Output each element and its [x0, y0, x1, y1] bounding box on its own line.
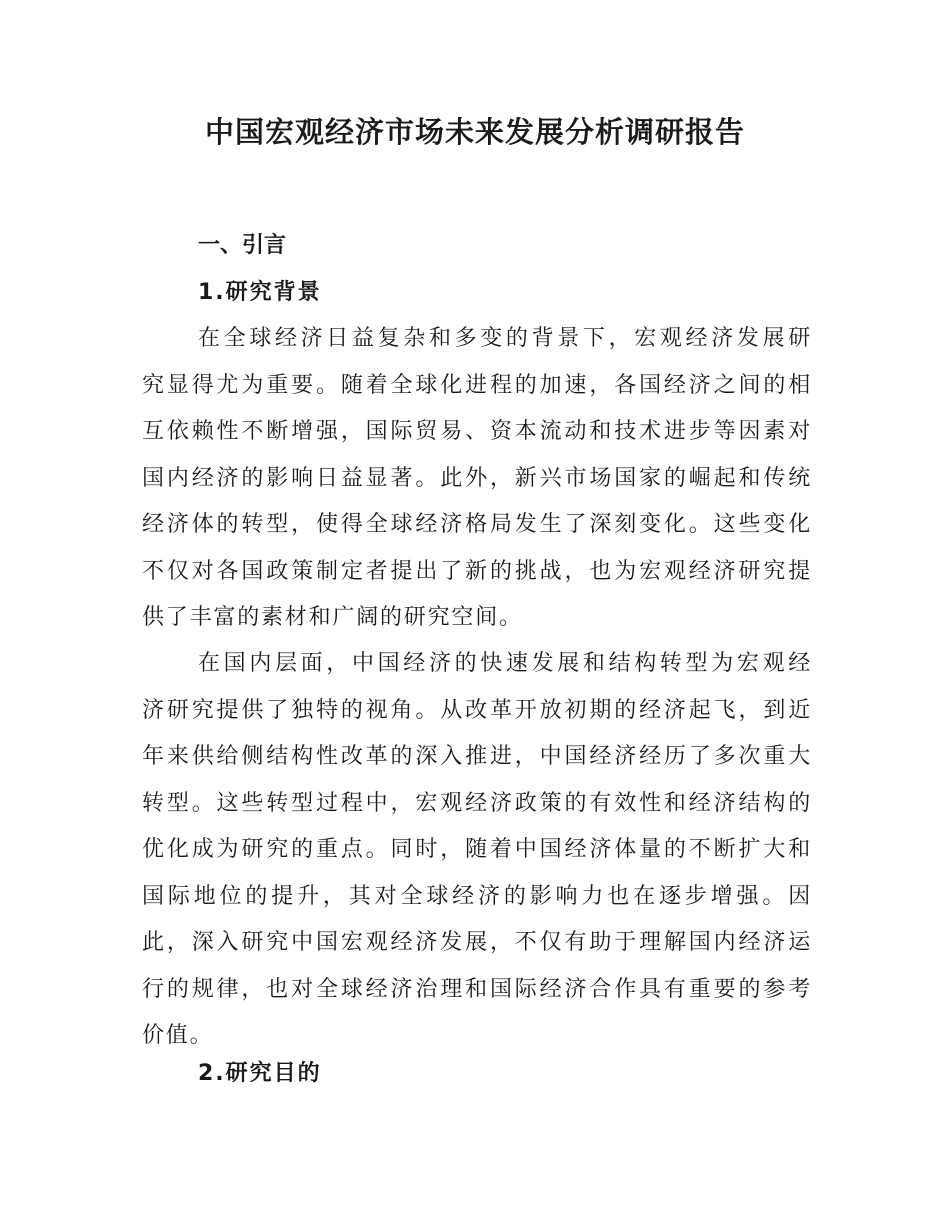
- section-heading-introduction: 一、引言: [198, 233, 287, 258]
- paragraph-line: 年来供给侧结构性改革的深入推进，中国经济经历了多次重大: [142, 744, 812, 769]
- paragraph-line: 不仅对各国政策制定者提出了新的挑战，也为宏观经济研究提: [142, 558, 812, 584]
- paragraph-line: 此，深入研究中国宏观经济发展，不仅有助于理解国内经济运: [142, 930, 812, 955]
- paragraph-line: 经济体的转型，使得全球经济格局发生了深刻变化。这些变化: [142, 512, 812, 537]
- paragraph-research-background-1: [142, 316, 812, 642]
- document-title: 中国宏观经济市场未来发展分析调研报告: [204, 115, 745, 149]
- paragraph-line: 在国内层面，中国经济的快速发展和结构转型为宏观经: [198, 651, 812, 676]
- paragraph-line: 价值。: [142, 1023, 214, 1048]
- paragraph-line: 究显得尤为重要。随着全球化进程的加速，各国经济之间的相: [142, 372, 812, 398]
- paragraph-line: 转型。这些转型过程中，宏观经济政策的有效性和经济结构的: [142, 790, 812, 816]
- paragraph-line: 优化成为研究的重点。同时，随着中国经济体量的不断扩大和: [142, 837, 812, 862]
- paragraph-line: 互依赖性不断增强，国际贸易、资本流动和技术进步等因素对: [142, 419, 812, 444]
- paragraph-line: 国际地位的提升，其对全球经济的影响力也在逐步增强。因: [142, 883, 812, 909]
- paragraph-line: 济研究提供了独特的视角。从改革开放初期的经济起飞，到近: [142, 697, 812, 723]
- paragraph-line: 行的规律，也对全球经济治理和国际经济合作具有重要的参考: [142, 976, 812, 1002]
- paragraph-line: 供了丰富的素材和广阔的研究空间。: [142, 605, 523, 630]
- subsection-heading-research-background: 1.研究背景: [198, 280, 322, 305]
- paragraph-line: 国内经济的影响日益显著。此外，新兴市场国家的崛起和传统: [142, 465, 812, 491]
- paragraph-research-background-2: [142, 641, 812, 1060]
- subsection-heading-research-purpose: 2.研究目的: [198, 1061, 322, 1086]
- paragraph-line: 在全球经济日益复杂和多变的背景下，宏观经济发展研: [198, 326, 812, 351]
